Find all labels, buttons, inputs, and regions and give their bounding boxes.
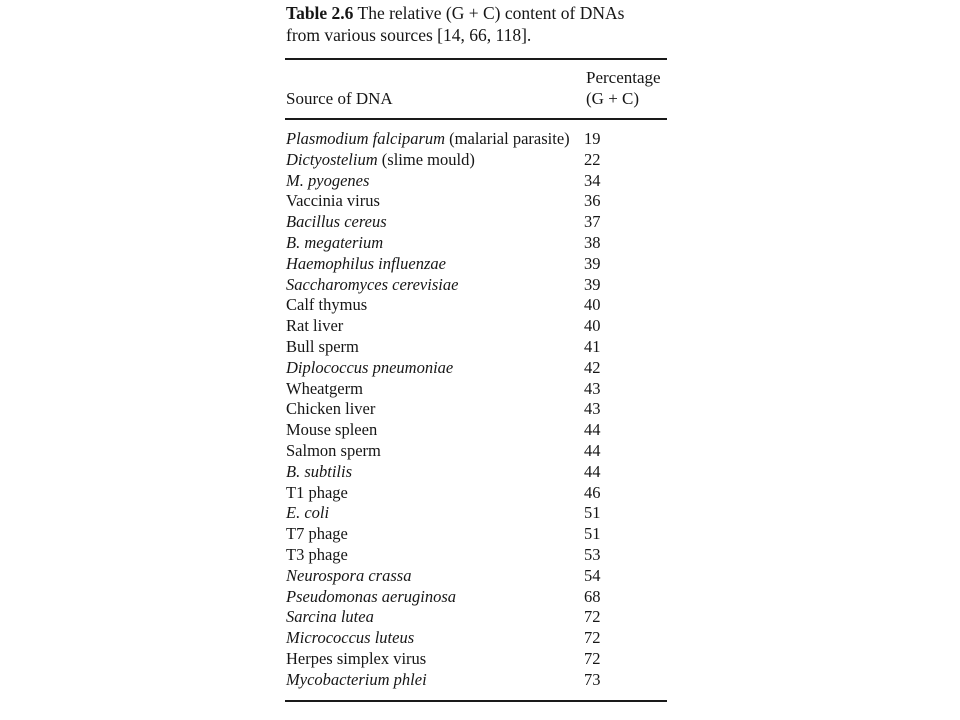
- source-cell: [286, 379, 363, 400]
- table-row: [286, 150, 666, 171]
- table-row: [286, 295, 666, 316]
- source-cell: [286, 171, 369, 192]
- source-name: Dictyostelium: [286, 149, 378, 169]
- source-note: (malarial parasite): [449, 129, 570, 148]
- table-row: [286, 129, 666, 150]
- source-name: T3 phage: [286, 544, 348, 564]
- source-name: Herpes simplex virus: [286, 648, 427, 668]
- percentage-cell: 39: [584, 253, 601, 273]
- percentage-cell: 46: [584, 482, 601, 502]
- source-cell: [286, 129, 570, 150]
- source-name: B. subtilis: [286, 461, 353, 481]
- header-rule: [285, 118, 667, 120]
- source-cell: [286, 420, 377, 441]
- percentage-cell: 39: [584, 274, 601, 294]
- source-name: Chicken liver: [286, 399, 376, 419]
- source-name: Micrococcus luteus: [286, 628, 415, 648]
- table-row: [286, 524, 666, 545]
- percentage-cell: 72: [584, 628, 601, 648]
- source-cell: [286, 649, 426, 670]
- table-row: [286, 649, 666, 670]
- source-name: Plasmodium falciparum: [286, 129, 446, 148]
- source-name: Calf thymus: [286, 295, 368, 315]
- source-cell: [286, 191, 380, 212]
- source-name: Bull sperm: [286, 336, 359, 356]
- source-name: Mycobacterium phlei: [286, 669, 427, 689]
- percentage-cell: 72: [584, 648, 601, 668]
- source-cell: [286, 150, 475, 171]
- caption-text-2: from various sources [14, 66, 118].: [286, 25, 532, 45]
- source-cell: [286, 358, 453, 379]
- table-row: [286, 441, 666, 462]
- table-row: [286, 254, 666, 275]
- percentage-cell: 44: [584, 461, 601, 481]
- source-cell: [286, 628, 414, 649]
- percentage-cell: 43: [584, 378, 601, 398]
- source-name: Diplococcus pneumoniae: [286, 357, 454, 377]
- source-cell: [286, 524, 348, 545]
- table-row: [286, 462, 666, 483]
- source-cell: [286, 254, 446, 275]
- table-row: [286, 587, 666, 608]
- table-label: Table 2.6: [286, 3, 354, 23]
- table-row: [286, 670, 666, 691]
- source-name: Wheatgerm: [286, 378, 363, 398]
- table-row: [286, 545, 666, 566]
- percentage-cell: 40: [584, 316, 601, 336]
- table-row: [286, 171, 666, 192]
- source-cell: [286, 587, 456, 608]
- table-row: [286, 191, 666, 212]
- source-name: Salmon sperm: [286, 440, 381, 460]
- source-cell: [286, 212, 387, 233]
- table-row: [286, 275, 666, 296]
- source-name: Rat liver: [286, 316, 344, 336]
- source-name: Neurospora crassa: [286, 565, 412, 585]
- source-name: Pseudomonas aeruginosa: [286, 586, 457, 606]
- source-cell: [286, 233, 383, 254]
- source-cell: [286, 295, 367, 316]
- percentage-cell: 44: [584, 420, 601, 440]
- percentage-cell: 72: [584, 607, 601, 627]
- table-row: [286, 316, 666, 337]
- column-header-percentage: [586, 67, 676, 109]
- source-cell: [286, 399, 375, 420]
- table-caption: [286, 2, 676, 46]
- table-row: [286, 358, 666, 379]
- table-row: [286, 628, 666, 649]
- source-cell: [286, 337, 359, 358]
- source-name: Bacillus cereus: [286, 212, 387, 232]
- table-row: [286, 483, 666, 504]
- source-name: M. pyogenes: [286, 170, 370, 190]
- percentage-cell: 53: [584, 544, 601, 564]
- table-row: [286, 379, 666, 400]
- table-row: [286, 233, 666, 254]
- table-body: [286, 129, 666, 691]
- caption-text-1: The relative (G + C) content of DNAs: [357, 3, 625, 23]
- column-header-source: Source of DNA: [286, 89, 393, 108]
- percentage-cell: 42: [584, 357, 601, 377]
- source-name: E. coli: [286, 503, 330, 523]
- source-cell: [286, 566, 411, 587]
- table-row: [286, 420, 666, 441]
- percentage-cell: 36: [584, 191, 601, 211]
- source-cell: [286, 670, 427, 691]
- percentage-cell: 44: [584, 440, 601, 460]
- source-name: Haemophilus influenzae: [286, 253, 446, 273]
- source-cell: [286, 503, 329, 524]
- table-row: [286, 212, 666, 233]
- source-name: T7 phage: [286, 524, 348, 544]
- source-cell: [286, 462, 352, 483]
- percentage-cell: 38: [584, 232, 601, 252]
- source-cell: [286, 275, 458, 296]
- percentage-cell: 43: [584, 399, 601, 419]
- bottom-rule: [285, 700, 667, 702]
- source-name: T1 phage: [286, 482, 348, 502]
- percentage-cell: 40: [584, 295, 601, 315]
- table-row: [286, 399, 666, 420]
- source-name: Mouse spleen: [286, 420, 378, 440]
- source-name: Saccharomyces cerevisiae: [286, 274, 459, 294]
- table-row: [286, 607, 666, 628]
- source-name: Sarcina lutea: [286, 607, 374, 627]
- top-rule: [285, 58, 667, 60]
- source-cell: [286, 607, 374, 628]
- column-header-percentage-line1: Percentage: [586, 68, 661, 87]
- percentage-cell: 54: [584, 565, 601, 585]
- percentage-cell: 68: [584, 586, 601, 606]
- source-cell: [286, 545, 348, 566]
- column-header-percentage-line2: (G + C): [586, 89, 640, 108]
- percentage-cell: 73: [584, 669, 601, 689]
- percentage-cell: 51: [584, 524, 601, 544]
- table-row: [286, 503, 666, 524]
- source-name: Vaccinia virus: [286, 191, 380, 211]
- caption-line-1: [286, 2, 676, 24]
- table-row: [286, 337, 666, 358]
- percentage-cell: 19: [584, 129, 601, 148]
- percentage-cell: 37: [584, 212, 601, 232]
- source-cell: [286, 483, 348, 504]
- percentage-cell: 51: [584, 503, 601, 523]
- source-name: B. megaterium: [286, 232, 384, 252]
- percentage-cell: 41: [584, 336, 601, 356]
- percentage-cell: 22: [584, 149, 601, 169]
- source-cell: [286, 316, 343, 337]
- percentage-cell: 34: [584, 170, 601, 190]
- source-cell: [286, 441, 381, 462]
- table-row: [286, 566, 666, 587]
- source-note: (slime mould): [381, 149, 475, 169]
